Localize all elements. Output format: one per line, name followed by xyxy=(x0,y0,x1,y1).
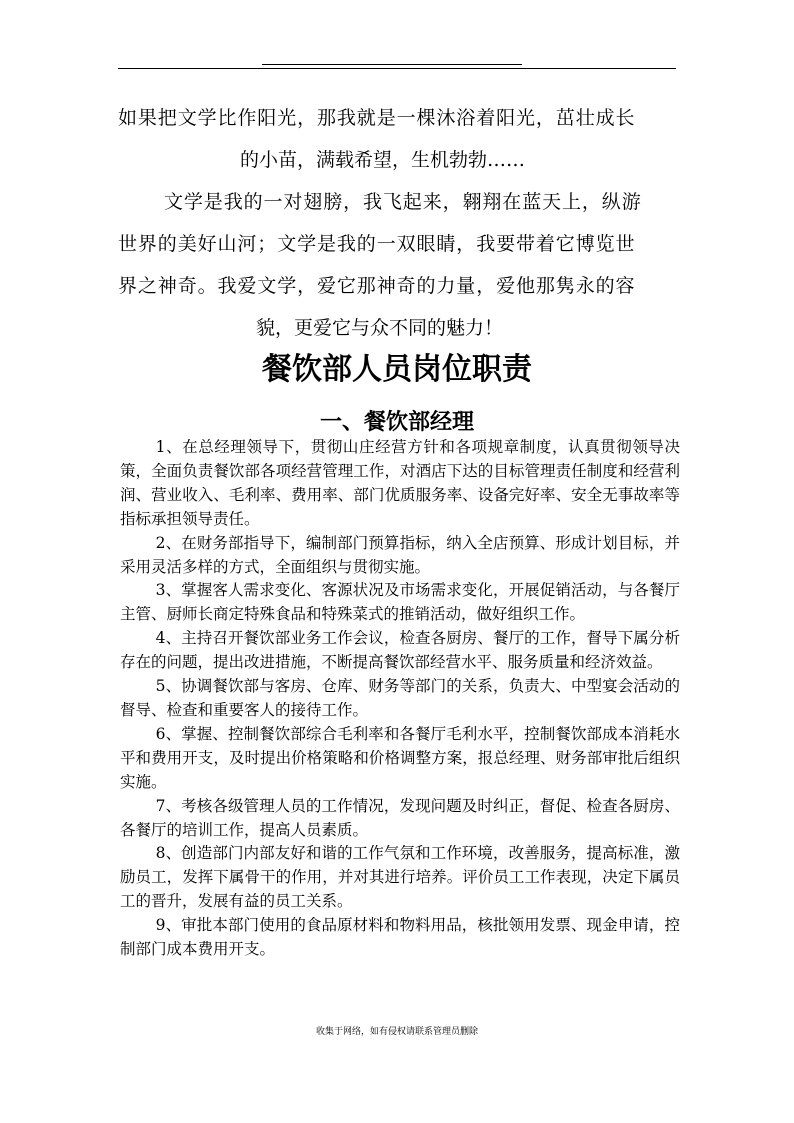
duty-item-7: 7、考核各级管理人员的工作情况，发现问题及时纠正，督促、检查各厨房、各餐厅的培训工作，提高人员素质。 xyxy=(120,796,680,839)
poem-line-4: 世界的美好山河；文学是我的一双眼睛，我要带着它博览世 xyxy=(118,233,636,255)
duty-item-3: 3、掌握客人需求变化、客源状况及市场需求变化，开展促销活动，与各餐厅主管、厨师长商定特殊食品和特殊菜式的推销活动，做好组织工作。 xyxy=(120,581,680,624)
document-title: 餐饮部人员岗位职责 xyxy=(262,352,532,387)
poem-line-2: 的小苗，满载希望，生机勃勃…… xyxy=(240,149,526,171)
poem-line-5: 界之神奇。我爱文学，爱它那神奇的力量，爱他那隽永的容 xyxy=(118,275,636,297)
duty-item-9: 9、审批本部门使用的食品原材料和物料用品，核批领用发票、现金申请，控制部门成本费用开支。 xyxy=(120,916,680,959)
duty-item-8: 8、创造部门内部友好和谐的工作气氛和工作环境，改善服务，提高标准，激励员工，发挥下属骨干的作用，并对其进行培养。评价员工工作表现，决定下属员工的晋升，发展有益的员工关系。 xyxy=(120,844,680,911)
duty-item-5: 5、协调餐饮部与客房、仓库、财务等部门的关系，负责大、中型宴会活动的督导、检查和重要客人的接待工作。 xyxy=(120,677,680,719)
duty-item-2: 2、在财务部指导下，编制部门预算指标，纳入全店预算、形成计划目标，并采用灵活多样的方式，全面组织与贯彻实施。 xyxy=(120,533,680,576)
duties-list xyxy=(120,436,680,962)
duty-item-1: 1、在总经理领导下，贯彻山庄经营方针和各项规章制度，认真贯彻领导决策，全面负责餐饮部各项经营管理工作，对酒店下达的目标管理责任制度和经营利润、营业收入、毛利率、费用率、部门优质服务率、设备完好率、安全无事故率等指标承担领导责任。 xyxy=(120,438,680,528)
poem-line-3: 文学是我的一对翅膀，我飞起来，翱翔在蓝天上，纵游 xyxy=(164,191,642,213)
duty-item-4: 4、主持召开餐饮部业务工作会议，检查各厨房、餐厅的工作，督导下属分析存在的问题，提出改进措施，不断提高餐饮部经营水平、服务质量和经济效益。 xyxy=(120,629,680,672)
header-rule-long xyxy=(118,68,676,69)
section-heading: 一、餐饮部经理 xyxy=(319,409,474,435)
duty-item-6: 6、掌握、控制餐饮部综合毛利率和各餐厅毛利水平，控制餐饮部成本消耗水平和费用开支，及时提出价格策略和价格调整方案，报总经理、财务部审批后组织实施。 xyxy=(120,724,680,791)
poem-line-1: 如果把文学比作阳光，那我就是一棵沐浴着阳光，茁壮成长 xyxy=(118,107,636,129)
footer-notice: 收集于网络，如有侵权请联系管理员删除 xyxy=(315,1027,478,1037)
header-rule-short xyxy=(262,64,522,65)
poem-line-6: 貌，更爱它与众不同的魅力！ xyxy=(256,317,504,339)
